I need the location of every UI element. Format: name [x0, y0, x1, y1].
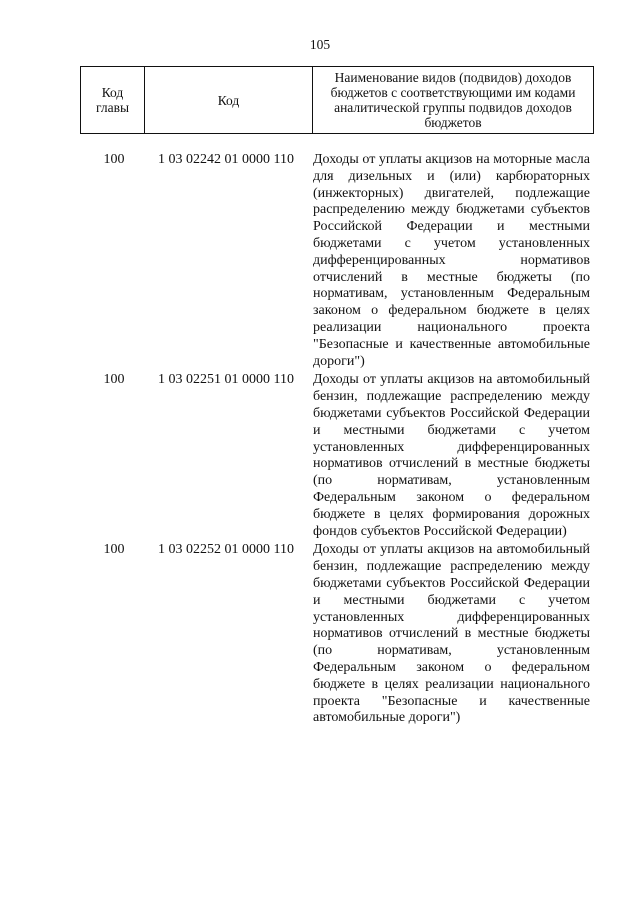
income-name-cell: Доходы от уплаты акцизов на моторные масла для дизельных и (или) карбюраторных (инжекторных) двигателей, подлежащие распределению между бюджетами субъектов Российской Федерации и местными бюджетами с учетом установленных дифференцированных нормативов отчислений в местные бюджеты (по нормативам, установленным Федеральным законом о федеральном бюджете в целях реализации национального проекта "Безопасные и качественные автомобильные дороги") — [313, 152, 590, 369]
budget-code-cell: 1 03 02242 01 0000 110 — [158, 152, 294, 167]
income-name-cell: Доходы от уплаты акцизов на автомобильный бензин, подлежащие распределению между бюджетами субъектов Российской Федерации и местными бюджетами с учетом установленных дифференцированных нормативов отчислений в местные бюджеты (по нормативам, установленным Федеральным законом о федеральном бюджете в целях формирования дорожных фондов субъектов Российской Федерации) — [313, 372, 590, 539]
income-name-cell: Доходы от уплаты акцизов на автомобильный бензин, подлежащие распределению между бюджетами субъектов Российской Федерации и местными бюджетами с учетом установленных дифференцированных нормативов отчислений в местные бюджеты (по нормативам, установленным Федеральным законом о федеральном бюджете в целях реализации национального проекта "Безопасные и качественные автомобильные дороги") — [313, 542, 590, 726]
table-body — [0, 152, 640, 727]
header-code: Код — [145, 67, 313, 134]
table-header-row — [81, 67, 594, 134]
chapter-code-cell: 100 — [103, 152, 125, 167]
page-number: 105 — [309, 37, 331, 52]
header-name: Наименование видов (подвидов) доходов бюджетов с соответствующими им кодами аналитической группы подвидов доходов бюджетов — [313, 67, 594, 134]
chapter-code-cell: 100 — [103, 542, 125, 558]
header-chapter-code: Код главы — [81, 67, 145, 134]
table-row — [0, 372, 640, 540]
table-row — [0, 152, 640, 370]
budget-code-cell: 1 03 02251 01 0000 110 — [158, 372, 294, 388]
chapter-code-cell: 100 — [103, 372, 125, 388]
budget-code-cell: 1 03 02252 01 0000 110 — [158, 542, 294, 558]
table-header — [80, 66, 594, 134]
table-row — [0, 542, 640, 727]
